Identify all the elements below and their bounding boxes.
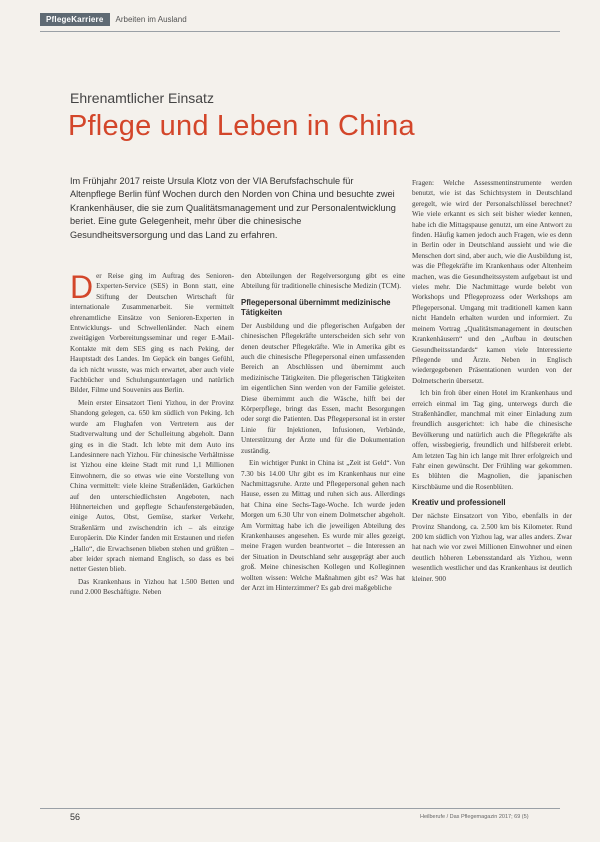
publication-source: Heilberufe / Das Pflegemagazin 2017; 69 (5) bbox=[420, 814, 529, 820]
subsection-label: Arbeiten im Ausland bbox=[115, 14, 187, 24]
paragraph bbox=[70, 271, 234, 396]
subheading: Pflegepersonal übernimmt medizinische Tätigkeiten bbox=[241, 297, 391, 317]
paragraph: den Abteilungen der Regelversorgung gibt es eine Abteilung für traditionelle chinesische Medizin (TCM). bbox=[241, 272, 405, 291]
paragraph: Das Krankenhaus in Yizhou hat 1.500 Betten und rund 2.000 Beschäftigte. Neben bbox=[70, 577, 234, 597]
paragraph: Mein erster Einsatzort Tieni Yizhou, in der Provinz Shandong gelegen, ca. 650 km südlich von Peking. Ich wurde am Flughafen von Vertretern aus der Stadtverwaltung und der Schulleitung abgeholt. Dann ging es in die Stadt. Ich lebte mit dem Auto ins Landesinnere nach Yizhou. Für chinesische Verhältnisse ist Yizhou eine kleine Stadt mit rund 1,1 Millionen Einwohnern, die so etwas wie eine Vorstellung von China vermittelt: viele kleine Straßenläden, Garküchen auf den unterschiedlichsten Angeboten, nach Hühnerteichen und gepflegte Schaufenstergebäuden, einige Autos, Obst, Gemüse, starker Verkehr, Straßenlärm und zwischendrin ich – als einzige Europäerin. Die Kinder fanden mit Erstaunen und riefen „Hallo“, die Erwachsenen blieben stehen und grüßten – aber leider sprach niemand Englisch, so dass es bei netter Gesten blieb. bbox=[70, 398, 234, 574]
kicker: Ehrenamtlicher Einsatz bbox=[70, 90, 214, 106]
subheading: Kreativ und professionell bbox=[412, 498, 506, 508]
section-tag: PflegeKarriere bbox=[40, 13, 110, 26]
header-divider bbox=[40, 31, 560, 32]
paragraph: Ein wichtiger Punkt in China ist „Zeit ist Geld“. Von 7.30 bis 14.00 Uhr gibt es im Krankenhaus nur eine Nachmittagsruhe. Arzte und Pflegepersonal gehen nach Hause, essen zu Mittag und ruhen sich aus. Allerdings hat China eine Sechs-Tage-Woche. Ich wurde jeden Morgen um 6.30 Uhr von einem Dolmetscher abgeholt. Am Vormittag habe ich die jeweiligen Abteilung des Krankenhauses angesehen. Es wurde mir alles gezeigt, meine Fragen wurden beantwortet – die Interessen an der Situation in Deutschland sehr ausgeprägt aber auch groß. Meine chinesischen Kollegen und Kolleginnen wollten wissen: Welche Maßnahmen gibt es? Was hat der Arzt im Hinterzimmer? Es gab drei maßgebliche bbox=[241, 459, 405, 592]
footer-divider bbox=[40, 808, 560, 809]
paragraph: Ich bin froh über einen Hotel im Krankenhaus und erreich einmal im Tag ging, unterwegs durch die Straßenhändler, manchmal mit einer Einladung zum freundlich ausgerichtet: ich habe die chinesische Bevölkerung und natürlich auch die Pflegekräfte als offen, wissbegierig, freundlich und hilfsbereit erlebt. Am letzten Tag hin ich lange mit Ihrer erfolgreich und Fahr einen gewünscht. Der Frühling war gekommen. Es blühten die Magnolien, die japanischen Kirschbäume und die Rosenblüten. bbox=[412, 389, 572, 491]
paragraph: Der nächste Einsatzort von Yibo, ebenfalls in der Provinz Shandong, ca. 2.500 km bis Kilometer. Rund 200 km südlich von Yizhou lag, war alles anders. Zwar hat nach wie vor zwei Millionen Einwohner und einen deutlich höheren Lebensstandard als Yizhou, wenn wesentlich westlicher und das Krankenhaus ist deutlich kleiner. 900 bbox=[412, 512, 572, 583]
article-title: Pflege und Leben in China bbox=[68, 110, 415, 142]
paragraph: Fragen: Welche Assessmentinstrumente werden benutzt, wie ist das Schichtsystem in Deutschland geregelt, wie wird der Personalschlüssel berechnet? Wie viele erkannt es sich seit bisher wieder kennen, habe ich die Mittagspause genutzt, um eine Antwort zu finden. Häufig kamen jedoch auch Fragen, wie es denn in Berlin oder in Deutschland aussieht und wie die Menschen dort sind, aber auch, wie die Ausbildung ist, was die Pflegekräfte im Krankenhaus oder Altenheim machen, was die Gesundheitssystem aufgebaut ist und vieles mehr. Die Nachmittage wurde belebt von Workshops und Pflegeprozess oder Werkshops am Pflegepersonal. Umgang mit traditionell kamen kann nicht Handeln erhalten wurden und informiert. Zu meinem Vortrag „Qualitätsmanagement in deutschen Krankenhäusern“ und den „Aufbau in deutschen Gesundheitsstandards“ kamen viele Interessierte Pflegende und Ärzte. Neben in Englisch wiedergegebenen Präsentationen wurden von der Dolmetscherin übersetzt. bbox=[412, 179, 572, 385]
section-header bbox=[40, 12, 187, 26]
lead-paragraph: Im Frühjahr 2017 reiste Ursula Klotz von der VIA Berufsfachschule für Altenpflege Berlin fünf Wochen durch den Norden von China und besuchte zwei Krankenhäuser, die sie zum Qualitätsmanagement und zur Personalentwicklung beriet. Eine gute Gelegenheit, mehr über die chinesische Gesundheitsversorgung und das Land zu erfahren. bbox=[70, 176, 396, 240]
paragraph-text: er Reise ging im Auftrag des Senioren-Experten-Service (SES) in Bonn statt, eine Stiftung der Deutschen Wirtschaft für internationale Zusammenarbeit. Sie vermittelt ehrenamtliche Einsätze von Senioren-Experten in Entwicklungs- und Schwellenländer. Nach einem zweitägigen Vorbereitungsseminar und reger E-Mail-Kontakte mit dem SES ging es nach Peking, der Hauptstadt des Landes. Im Gepäck ein banges Gefühl, da ich nicht wusste, was mich erwartet, aber auch viele Fachbücher und Schulungsunterlagen und natürlich Bilder, Filme und Souvenirs aus Berlin. bbox=[70, 272, 234, 395]
page-number: 56 bbox=[70, 812, 81, 822]
column-1 bbox=[70, 271, 234, 600]
paragraph: Der Ausbildung und die pflegerischen Aufgaben der chinesischen Pflegekräfte unterscheiden sich sehr von denen deutscher Pflegekräfte. Wie in Amerika gibt es auch die chinesische Pflegepersonal einen umfassenden Bereich an Abschlüssen und übernimmt auch medizinische Tätigkeiten. Die pflegerischen Tätigkeiten im eigentlichen Sinn werden von der Familie geleistet. Diese übernimmt auch die Wäsche, hilft bei der Körperpflege, bringt das Essen, macht Besorgungen oder sorgt die Patienten. Das Pflegepersonal ist in erster Linie für Injektionen, Infusionen, Verbände, Unterstützung der Ärzte und für die Dokumentation zuständig. bbox=[241, 321, 405, 455]
drop-cap: D bbox=[70, 269, 94, 305]
column-3 bbox=[412, 178, 572, 586]
column-2 bbox=[241, 271, 405, 595]
